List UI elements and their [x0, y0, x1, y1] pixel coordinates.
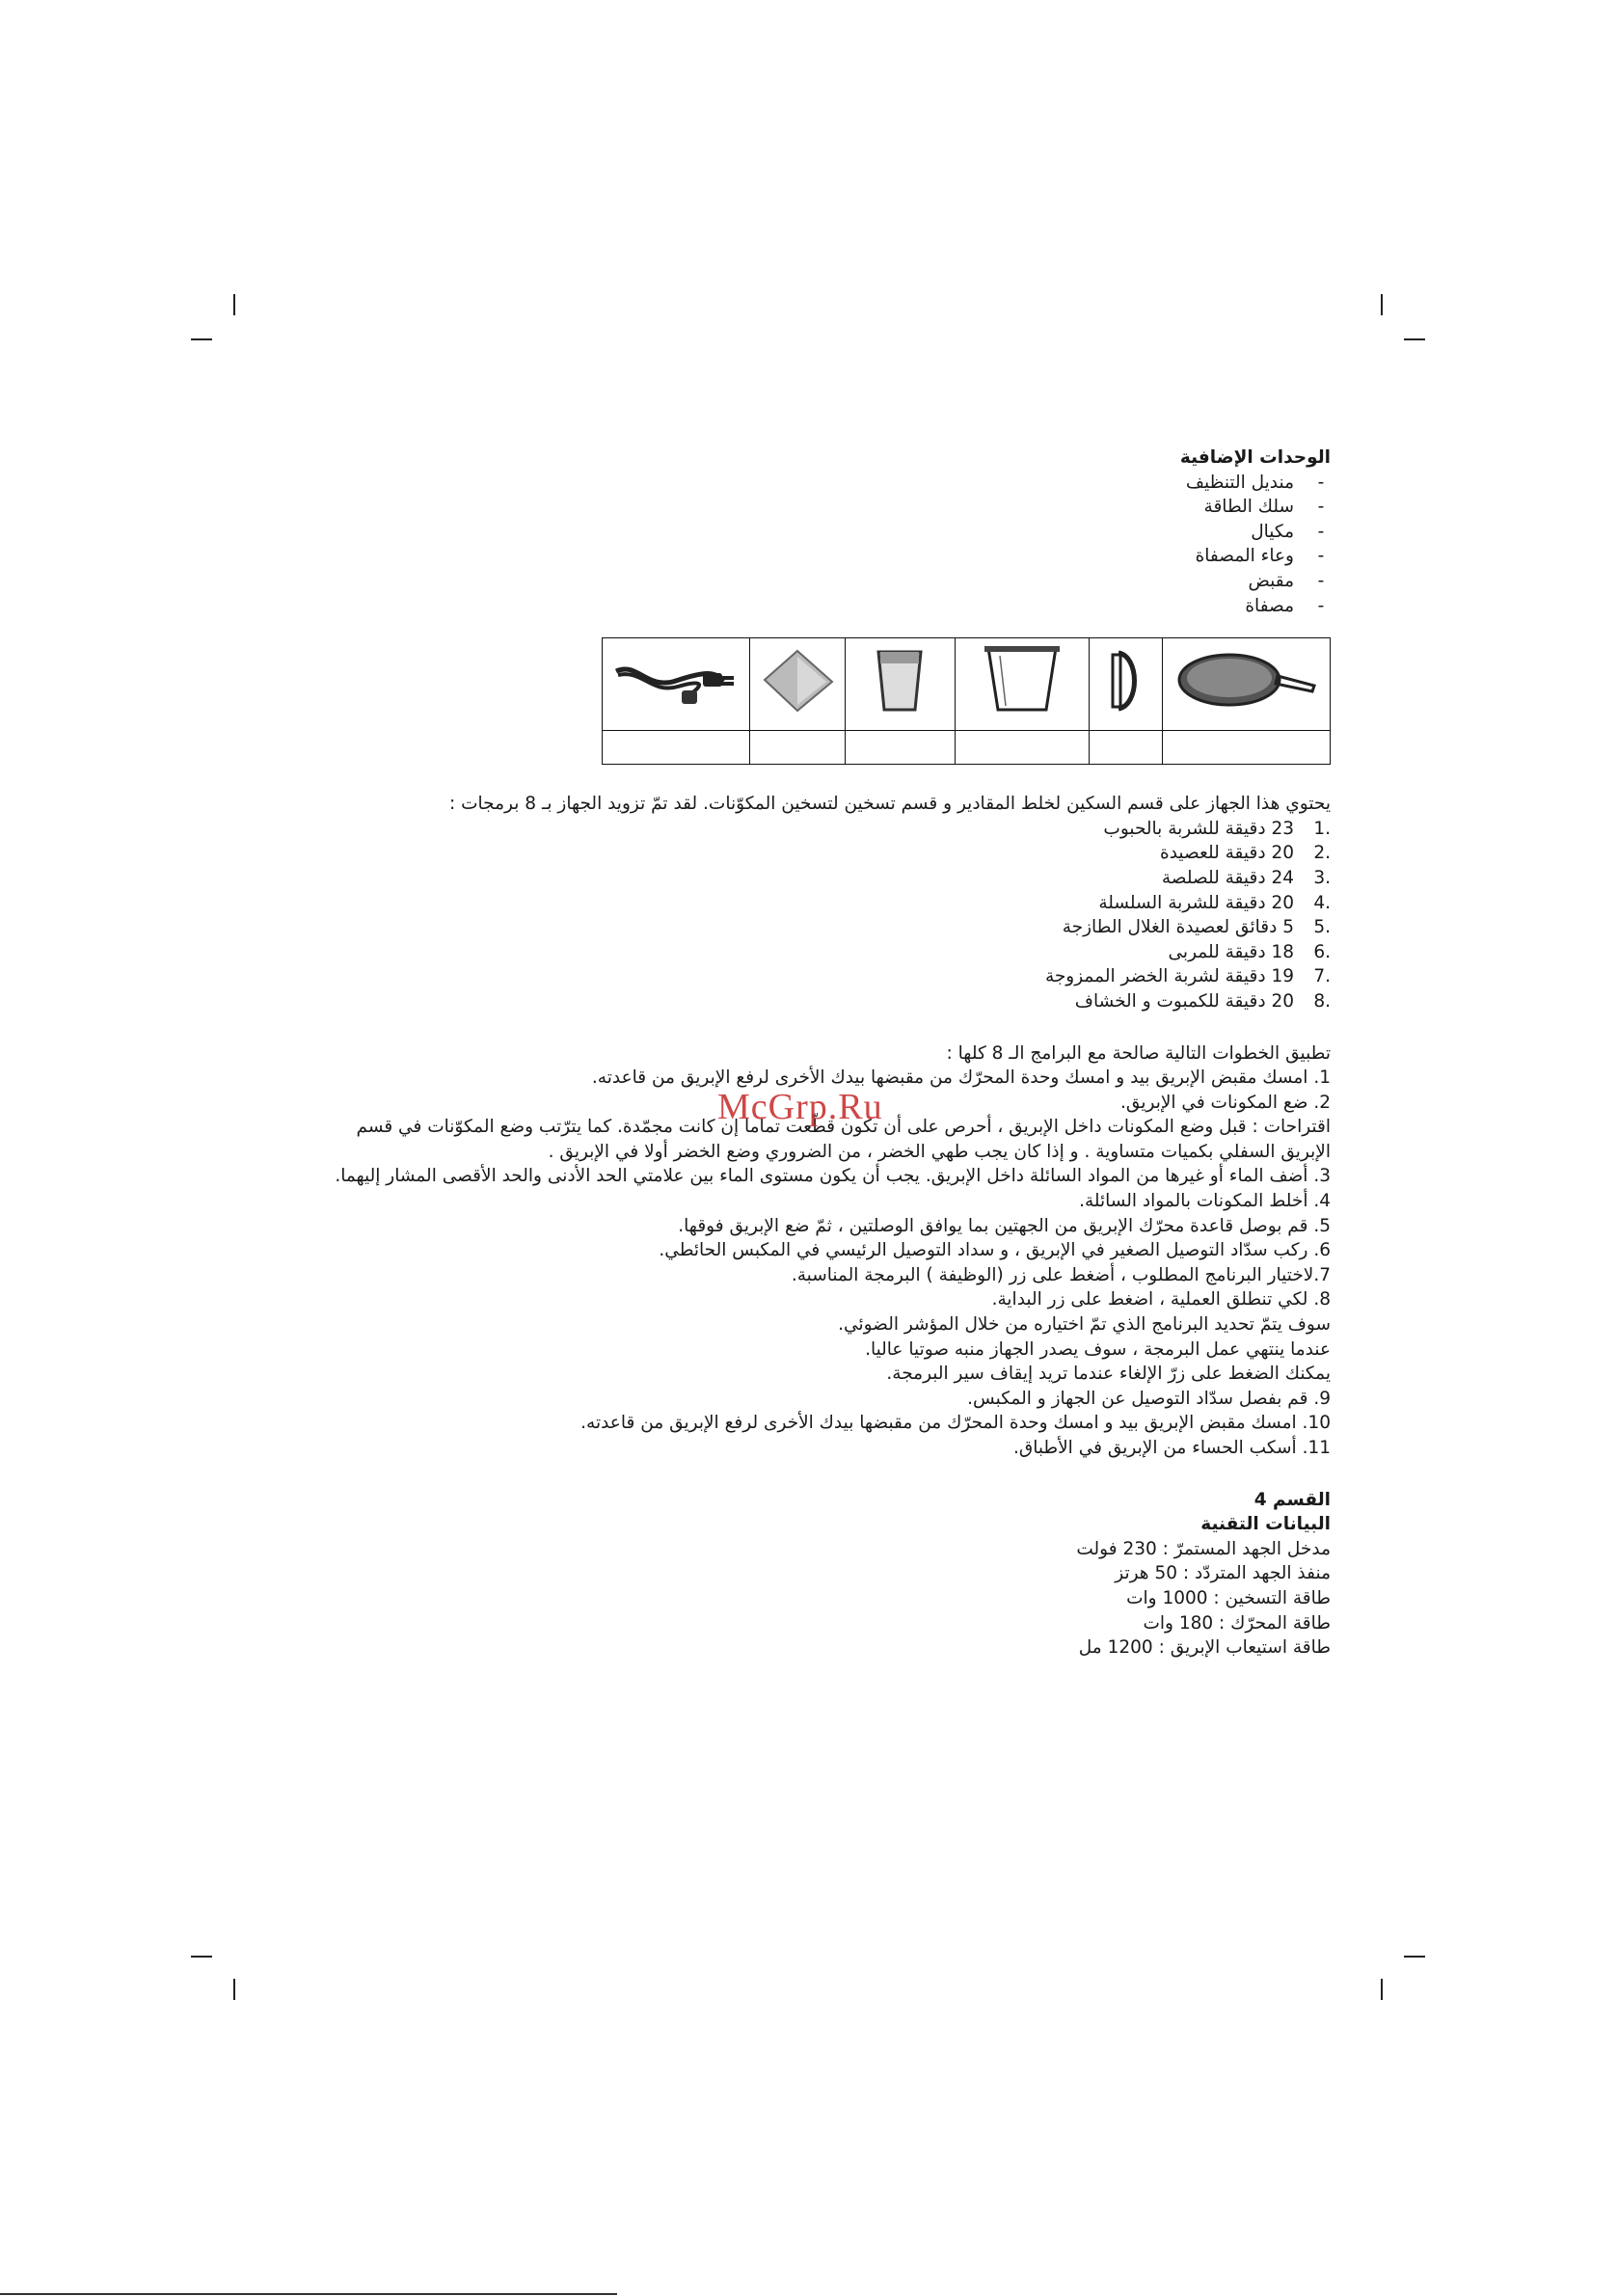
list-item: .3 24 دقيقة للصلصة [1161, 867, 1331, 888]
specs-list [328, 1537, 1331, 1661]
list-item: .5 5 دقائق لعصيدة الغلال الطازجة [1062, 917, 1331, 938]
list-item: طاقة المحرّك : 180 وات [1143, 1612, 1331, 1634]
list-item: 5. قم بوصل قاعدة محرّك الإبريق من الجهتين بما يوافق الوصلتين ، ثمّ ضع الإبريق فوقها. [678, 1215, 1331, 1236]
list-item: - وعاء المصفاة [1195, 546, 1325, 567]
list-item: .6 18 دقيقة للمربى [1168, 941, 1331, 962]
crop-mark [233, 1979, 235, 2000]
list-item: عندما ينتهي عمل البرمجة ، سوف يصدر الجهاز منبه صوتيا عاليا. [865, 1338, 1331, 1360]
list-item: .4 20 دقيقة للشربة السلسلة [1098, 892, 1331, 913]
intro-text: يحتوي هذا الجهاز على قسم السكين لخلط المقادير و قسم تسخين لتسخين المكوّنات. لقد تمّ تزويد الجهاز بـ 8 برمجات : [449, 794, 1331, 815]
list-item: اقتراحات : قبل وضع المكونات داخل الإبريق ، أحرص على أن تكون قطّعت تماما إن كانت مجمّدة. كما يترّتب وضع المكوّنات في قسم [356, 1117, 1331, 1138]
list-item: 7.لاختيار البرنامج المطلوب ، أضغط على زر (الوظيفة ) البرمجة المناسبة. [791, 1264, 1331, 1285]
section-number: القسم 4 [1253, 1489, 1331, 1510]
list-item: - مصفاة [1245, 595, 1325, 616]
list-item: سوف يتمّ تحديد البرنامج الذي تمّ اختياره من خلال المؤشر الضوئي. [838, 1314, 1331, 1336]
crop-mark [233, 294, 235, 315]
list-item: مدخل الجهد المستمرّ : 230 فولت [1076, 1538, 1331, 1559]
list-item: طاقة التسخين : 1000 وات [1126, 1587, 1331, 1608]
list-item: 3. أضف الماء أو غيرها من المواد السائلة داخل الإبريق. يجب أن يكون مستوى الماء بين علامتي الحد الأدنى والحد الأقصى المشار إليهما. [335, 1166, 1331, 1187]
section-title: البيانات التقنية [1200, 1514, 1331, 1535]
list-item: الإبريق السفلي بكميات متساوية . و إذا كان يجب طهي الخضر ، من الضروري وضع الخضر أولا في الإبريق . [548, 1141, 1331, 1162]
list-item: 2. ضع المكونات في الإبريق. [1120, 1092, 1331, 1113]
list-item: 4. أخلط المكونات بالمواد السائلة. [1079, 1191, 1331, 1212]
power-cord-icon [603, 638, 750, 731]
list-item: - مقبض [1248, 570, 1325, 591]
list-item: .7 19 دقيقة لشربة الخضر الممزوجة [1044, 966, 1331, 987]
accessories-table [602, 637, 1331, 765]
divider [0, 2293, 617, 2295]
strainer-icon [1163, 638, 1331, 731]
list-item: - سلك الطاقة [1203, 497, 1325, 518]
list-item: - منديل التنظيف [1185, 472, 1325, 493]
list-item: .2 20 دقيقة للعصيدة [1160, 843, 1331, 864]
steps-intro: تطبيق الخطوات التالية صالحة مع البرامج الـ 8 كلها : [946, 1042, 1331, 1064]
measuring-cup-icon [845, 638, 956, 731]
watermark: McGrp.Ru [717, 1087, 883, 1127]
crop-mark [1381, 294, 1383, 315]
list-item: .1 23 دقيقة للشربة بالحبوب [1103, 818, 1331, 839]
strainer-bowl-icon [956, 638, 1090, 731]
handle-icon [1090, 638, 1163, 731]
list-item: يمكنك الضغط على زرّ الإلغاء عندما تريد إيقاف سير البرمجة. [886, 1364, 1331, 1385]
list-item: 8. لكي تنطلق العملية ، اضغط على زر البداية. [991, 1289, 1331, 1310]
accessories-list [328, 471, 1331, 619]
crop-mark [191, 338, 212, 340]
list-item: .8 20 دقيقة للكمبوت و الخشاف [1074, 990, 1331, 1012]
list-item: 10. امسك مقبض الإبريق بيد و امسك وحدة المحرّك من مقبضها بيدك الأخرى لرفع الإبريق من قاعدته. [580, 1413, 1331, 1434]
list-item: 9. قم بفصل سدّاد التوصيل عن الجهاز و المكبس. [967, 1388, 1331, 1409]
crop-mark [1381, 1979, 1383, 2000]
accessories-heading: الوحدات الإضافية [1179, 447, 1331, 468]
list-item: 6. ركب سدّاد التوصيل الصغير في الإبريق ، و سداد التوصيل الرئيسي في المكبس الحائطي. [659, 1240, 1331, 1261]
cleaning-cloth-icon [750, 638, 845, 731]
crop-mark [191, 1956, 212, 1958]
list-item: 11. أسكب الحساء من الإبريق في الأطباق. [1012, 1438, 1331, 1458]
list-item: منفذ الجهد المتردّد : 50 هرتز [1115, 1563, 1331, 1584]
document-page [328, 446, 1331, 1661]
list-item: - مكيال [1251, 521, 1325, 542]
programs-list [328, 817, 1331, 1014]
list-item: طاقة استيعاب الإبريق : 1200 مل [1078, 1637, 1331, 1659]
list-item: 1. امسك مقبض الإبريق بيد و امسك وحدة المحرّك من مقبضها بيدك الأخرى لرفع الإبريق من قاعدته. [591, 1067, 1331, 1089]
crop-mark [1404, 338, 1425, 340]
crop-mark [1404, 1956, 1425, 1958]
